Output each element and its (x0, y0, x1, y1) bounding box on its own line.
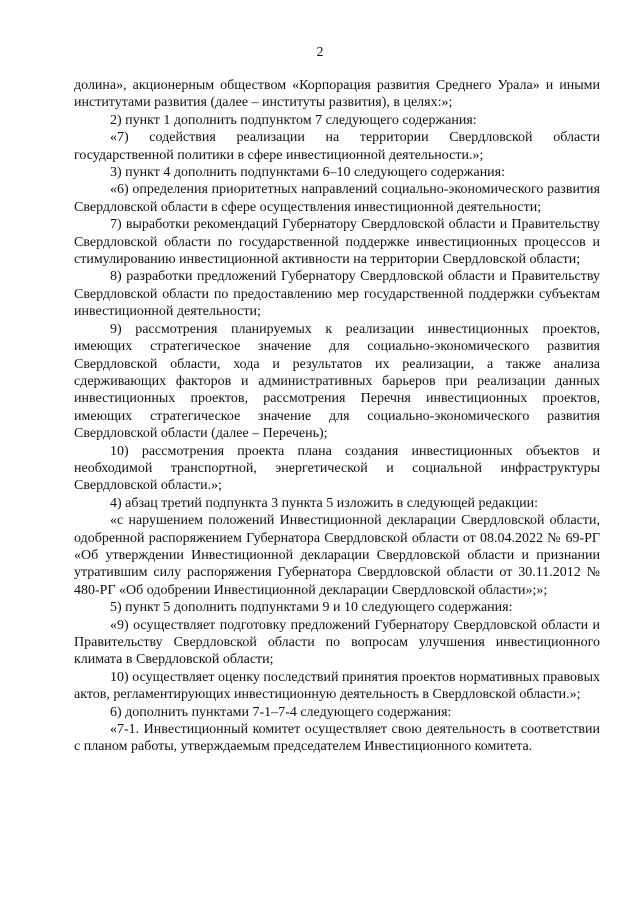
page-number: 2 (316, 45, 324, 60)
paragraph-9: 10) рассмотрения проекта плана создания инвестиционных объектов и необходимой транспортной, энергетической и социальной инфраструктуры Свердловской области.»; (74, 443, 600, 494)
document-body (74, 77, 600, 756)
paragraph-8: 9) рассмотрения планируемых к реализации инвестиционных проектов, имеющих стратегическое значение для социально-экономического развития Свердловской области, хода и результатов их реализации, а также анализа сдерживающих факторов и административных барьеров при реализации данных инвестиционных проектов, рассмотрения Перечня инвестиционных проектов, имеющих стратегическое значение для социально-экономического развития Свердловской области (далее – Перечень); (74, 321, 600, 442)
paragraph-5: «6) определения приоритетных направлений социально-экономического развития Свердловской области в сфере осуществления инвестиционной деятельности; (74, 182, 600, 215)
paragraph-1: долина», акционерным обществом «Корпорация развития Среднего Урала» и иными институтами развития (далее – институты развития), в целях:»; (74, 78, 600, 111)
paragraph-4: 3) пункт 4 дополнить подпунктами 6–10 следующего содержания: (110, 165, 506, 181)
paragraph-7: 8) разработки предложений Губернатору Свердловской области и Правительству Свердловской области по предоставлению мер государственной поддержки субъектам инвестиционной деятельности; (74, 269, 600, 320)
paragraph-13: «9) осуществляет подготовку предложений Губернатору Свердловской области и Правительству Свердловской области по вопросам улучшения инвестиционного климата в Свердловской области; (74, 617, 600, 668)
paragraph-16: «7-1. Инвестиционный комитет осуществляет свою деятельность в соответствии с планом работы, утверждаемым председателем Инвестиционного комитета. (74, 722, 600, 755)
paragraph-6: 7) выработки рекомендаций Губернатору Свердловской области и Правительству Свердловской области по государственной поддержке инвестиционных процессов и стимулированию инвестиционной активности на территории Свердловской области; (74, 217, 600, 268)
paragraph-10: 4) абзац третий подпункта 3 пункта 5 изложить в следующей редакции: (110, 495, 539, 511)
paragraph-2: 2) пункт 1 дополнить подпунктом 7 следующего содержания: (110, 112, 477, 128)
paragraph-12: 5) пункт 5 дополнить подпунктами 9 и 10 следующего содержания: (110, 600, 513, 616)
paragraph-3: «7) содействия реализации на территории Свердловской области государственной политики в сфере инвестиционной деятельности.»; (74, 130, 600, 163)
paragraph-14: 10) осуществляет оценку последствий принятия проектов нормативных правовых актов, регламентирующих инвестиционную деятельность в Свердловской области.»; (74, 669, 600, 703)
paragraph-11: «с нарушением положений Инвестиционной декларации Свердловской области, одобренной распоряжением Губернатора Свердловской области от 08.04.2022 № 69-РГ «Об утверждении Инвестиционной декларации Свердловской области и признании утратившим силу распоряжения Губернатора Свердловской области от 30.11.2012 № 480-РГ «Об одобрении Инвестиционной декларации Свердловской области»;»; (74, 513, 600, 598)
paragraph-15: 6) дополнить пунктами 7-1–7-4 следующего содержания: (110, 704, 452, 720)
